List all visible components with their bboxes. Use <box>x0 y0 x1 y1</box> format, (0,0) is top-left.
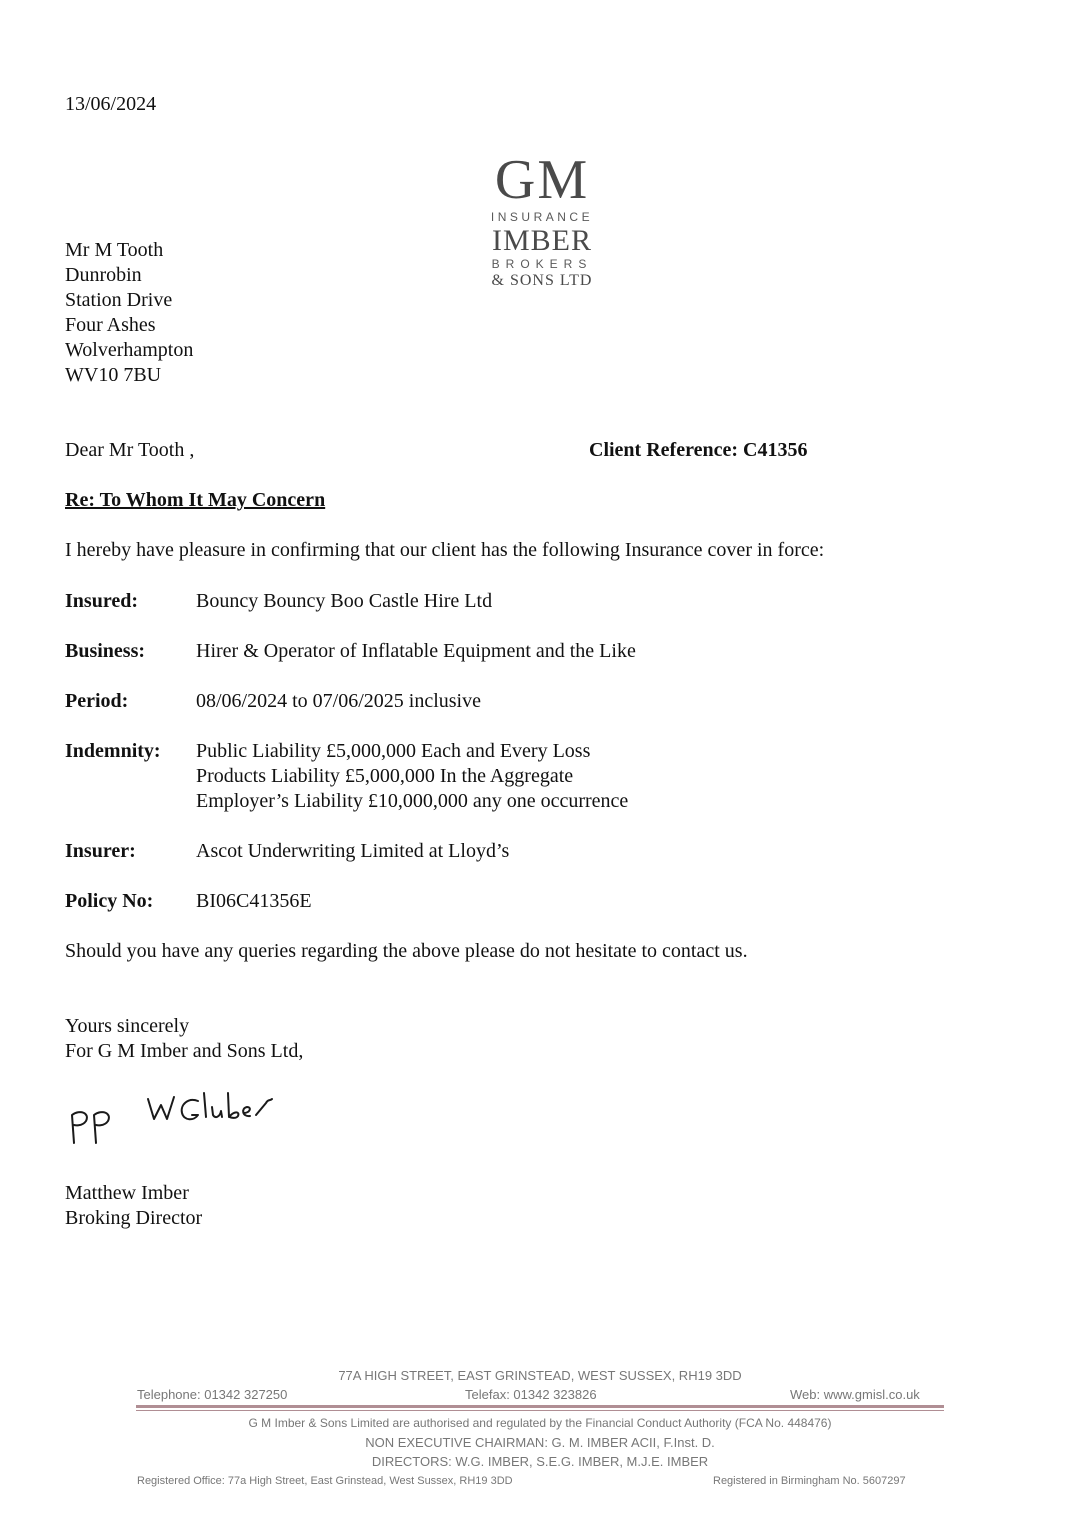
address-line: Station Drive <box>65 289 173 311</box>
policy-no-label: Policy No: <box>65 890 154 912</box>
address-line: Dunrobin <box>65 264 142 286</box>
business-value: Hirer & Operator of Inflatable Equipment and the Like <box>196 640 636 662</box>
logo-insurance-text: INSURANCE <box>490 210 594 224</box>
signatory-title: Broking Director <box>65 1207 203 1229</box>
logo-brokers-text: BROKERS <box>491 257 593 271</box>
signoff-line: Yours sincerely <box>65 1015 190 1037</box>
insured-value: Bouncy Bouncy Boo Castle Hire Ltd <box>196 590 493 612</box>
address-line: Wolverhampton <box>65 339 194 361</box>
footer-telefax: Telefax: 01342 323826 <box>465 1387 597 1402</box>
intro-paragraph: I hereby have pleasure in confirming that our client has the following Insurance cover in force: <box>65 539 825 561</box>
insured-label: Insured: <box>65 590 138 612</box>
salutation: Dear Mr Tooth , <box>65 439 195 461</box>
letter-date: 13/06/2024 <box>65 93 157 115</box>
recipient-name: Mr M Tooth <box>65 239 164 261</box>
period-value: 08/06/2024 to 07/06/2025 inclusive <box>196 690 481 712</box>
signoff-block <box>65 1014 303 1064</box>
address-line: WV10 7BU <box>65 364 162 386</box>
footer-telephone: Telephone: 01342 327250 <box>137 1387 288 1402</box>
business-label: Business: <box>65 640 146 662</box>
footer-chairman: NON EXECUTIVE CHAIRMAN: G. M. IMBER ACII, F.Inst. D. <box>365 1435 715 1450</box>
footer-divider <box>136 1405 944 1408</box>
footer-divider-thin <box>136 1410 944 1411</box>
logo-gm-text: GM <box>494 149 590 211</box>
signatory-name: Matthew Imber <box>65 1182 189 1204</box>
indemnity-label: Indemnity: <box>65 740 161 762</box>
period-label: Period: <box>65 690 129 712</box>
address-line: Four Ashes <box>65 314 156 336</box>
company-logo <box>470 149 614 290</box>
handwritten-signature <box>60 1085 320 1155</box>
footer-directors: DIRECTORS: W.G. IMBER, S.E.G. IMBER, M.J.E. IMBER <box>371 1454 709 1469</box>
footer-web: Web: www.gmisl.co.uk <box>790 1387 920 1402</box>
recipient-address-block <box>65 238 193 388</box>
client-reference: Client Reference: C41356 <box>589 439 808 461</box>
subject-line: Re: To Whom It May Concern <box>65 489 326 511</box>
indemnity-line: Employer’s Liability £10,000,000 any one occurrence <box>196 790 629 812</box>
logo-sons-text: & SONS LTD <box>491 272 593 289</box>
insurer-value: Ascot Underwriting Limited at Lloyd’s <box>196 840 510 862</box>
footer-registration: Registered in Birmingham No. 5607297 <box>713 1475 906 1487</box>
closing-paragraph: Should you have any queries regarding the above please do not hesitate to contact us. <box>65 940 748 962</box>
policy-no-value: BI06C41356E <box>196 890 312 912</box>
signoff-line: For G M Imber and Sons Ltd, <box>65 1040 304 1062</box>
footer-fca-notice: G M Imber & Sons Limited are authorised and regulated by the Financial Conduct Authority (FCA No. 448476) <box>248 1416 832 1430</box>
footer-address: 77A HIGH STREET, EAST GRINSTEAD, WEST SUSSEX, RH19 3DD <box>338 1368 742 1383</box>
logo-imber-text: IMBER <box>491 224 592 257</box>
indemnity-line: Public Liability £5,000,000 Each and Every Loss <box>196 740 591 762</box>
insurer-label: Insurer: <box>65 840 136 862</box>
footer-registered-office: Registered Office: 77a High Street, East Grinstead, West Sussex, RH19 3DD <box>137 1475 513 1487</box>
indemnity-line: Products Liability £5,000,000 In the Aggregate <box>196 765 574 787</box>
signatory-block <box>65 1181 202 1231</box>
indemnity-value <box>196 739 628 814</box>
